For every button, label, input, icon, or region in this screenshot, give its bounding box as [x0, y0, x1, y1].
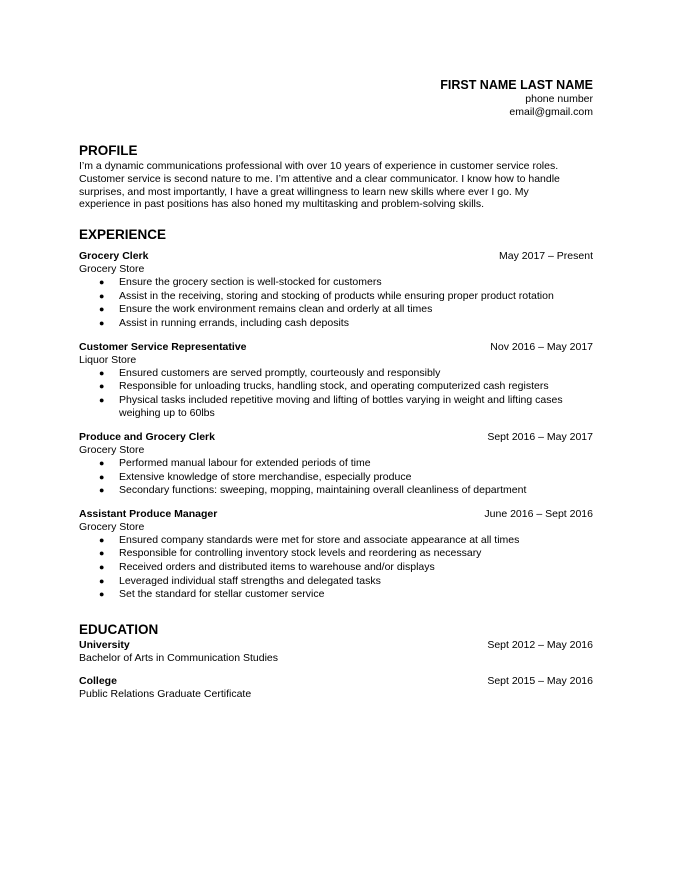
duty-item: ● Extensive knowledge of store merchandise, especially produce — [99, 470, 412, 483]
profile-line: surprises, and most importantly, I have a great willingness to learn new skills where ever I go. My — [79, 185, 529, 198]
duty-item: ● Set the standard for stellar customer service — [99, 588, 325, 601]
job-title: Grocery Clerk — [79, 250, 149, 263]
experience-heading: EXPERIENCE — [79, 227, 167, 243]
phone-number: phone number — [525, 93, 593, 105]
job-employer: Grocery Store — [79, 443, 145, 456]
bullet-icon: ● — [99, 367, 105, 378]
duty-item: ● Ensure the grocery section is well-stocked for customers — [99, 276, 382, 289]
job-duties — [79, 367, 593, 421]
bullet-icon: ● — [99, 534, 105, 545]
resume-header — [440, 78, 593, 119]
experience-section — [79, 227, 593, 602]
job-dates: June 2016 – Sept 2016 — [484, 507, 593, 520]
job-entry — [79, 431, 593, 498]
job-title: Assistant Produce Manager — [79, 507, 218, 520]
profile-line: I’m a dynamic communications professional with over 10 years of experience in customer service roles. — [79, 160, 559, 172]
job-dates: Nov 2016 – May 2017 — [490, 340, 593, 353]
job-duties — [79, 534, 593, 602]
job-header — [79, 508, 593, 521]
bullet-icon: ● — [99, 290, 105, 301]
job-employer: Grocery Store — [79, 520, 145, 533]
school-name: College — [79, 674, 117, 687]
school-name: University — [79, 638, 130, 651]
bullet-icon: ● — [99, 589, 105, 600]
duty-item: ● Ensured company standards were met for store and associate appearance at all times — [99, 533, 520, 546]
bullet-icon: ● — [99, 457, 105, 468]
job-duties — [79, 276, 593, 330]
education-header — [79, 639, 593, 652]
education-section — [79, 622, 593, 701]
duty-item: ● Responsible for controlling inventory stock levels and reordering as necessary — [99, 547, 482, 560]
duty-item: ● Received orders and distributed items to warehouse and/or displays — [99, 560, 435, 573]
profile-heading: PROFILE — [79, 143, 138, 158]
email-address: email@gmail.com — [509, 106, 593, 118]
bullet-icon: ● — [99, 381, 105, 392]
bullet-icon: ● — [99, 548, 105, 559]
job-dates: Sept 2016 – May 2017 — [487, 430, 593, 443]
profile-section — [79, 143, 593, 211]
job-header — [79, 250, 593, 263]
program-name: Public Relations Graduate Certificate — [79, 687, 252, 700]
duty-item: ● Assist in the receiving, storing and stocking of products while ensuring proper product rotation — [99, 289, 554, 302]
job-employer: Grocery Store — [79, 263, 145, 276]
bullet-icon: ● — [99, 277, 105, 288]
job-entry — [79, 250, 593, 330]
bullet-icon: ● — [99, 575, 105, 586]
job-title: Customer Service Representative — [79, 340, 247, 353]
job-dates: May 2017 – Present — [499, 250, 593, 263]
duty-item: ● Assist in running errands, including cash deposits — [99, 316, 349, 329]
education-heading: EDUCATION — [79, 621, 159, 637]
duty-item: ● Ensured customers are served promptly, courteously and responsibly — [99, 366, 441, 379]
job-entry — [79, 341, 593, 421]
duty-item: ● Secondary functions: sweeping, mopping, maintaining overall cleanliness of department — [99, 484, 527, 497]
job-header — [79, 431, 593, 444]
resume-body — [79, 143, 593, 717]
duty-item: ● Ensure the work environment remains clean and orderly at all times — [99, 303, 433, 316]
profile-text — [79, 160, 593, 211]
job-duties — [79, 457, 593, 498]
job-header — [79, 341, 593, 354]
job-title: Produce and Grocery Clerk — [79, 430, 215, 443]
education-entry — [79, 639, 593, 665]
duty-item: ● Performed manual labour for extended periods of time — [99, 456, 371, 469]
bullet-icon: ● — [99, 561, 105, 572]
duty-item: ● Responsible for unloading trucks, handling stock, and operating computerized cash registers — [99, 380, 549, 393]
education-header — [79, 675, 593, 688]
bullet-icon: ● — [99, 471, 105, 482]
bullet-icon: ● — [99, 394, 105, 405]
bullet-icon: ● — [99, 485, 105, 496]
profile-line: experience in past positions has also honed my multitasking and problem-solving skills. — [79, 198, 485, 211]
profile-line: Customer service is second nature to me. I’m attentive and a clear communicator. I know how to handle — [79, 172, 560, 185]
duty-item: ● Physical tasks included repetitive moving and lifting of bottles varying in weight and lifting cases weighing up to 60lbs — [99, 393, 563, 420]
duty-item: ● Leveraged individual staff strengths and delegated tasks — [99, 574, 381, 587]
bullet-icon: ● — [99, 317, 105, 328]
bullet-icon: ● — [99, 304, 105, 315]
education-dates: Sept 2012 – May 2016 — [487, 638, 593, 651]
job-entry — [79, 508, 593, 602]
education-entry — [79, 675, 593, 701]
program-name: Bachelor of Arts in Communication Studies — [79, 651, 279, 664]
job-employer: Liquor Store — [79, 353, 137, 366]
candidate-name: FIRST NAME LAST NAME — [440, 78, 593, 92]
education-dates: Sept 2015 – May 2016 — [487, 674, 593, 687]
